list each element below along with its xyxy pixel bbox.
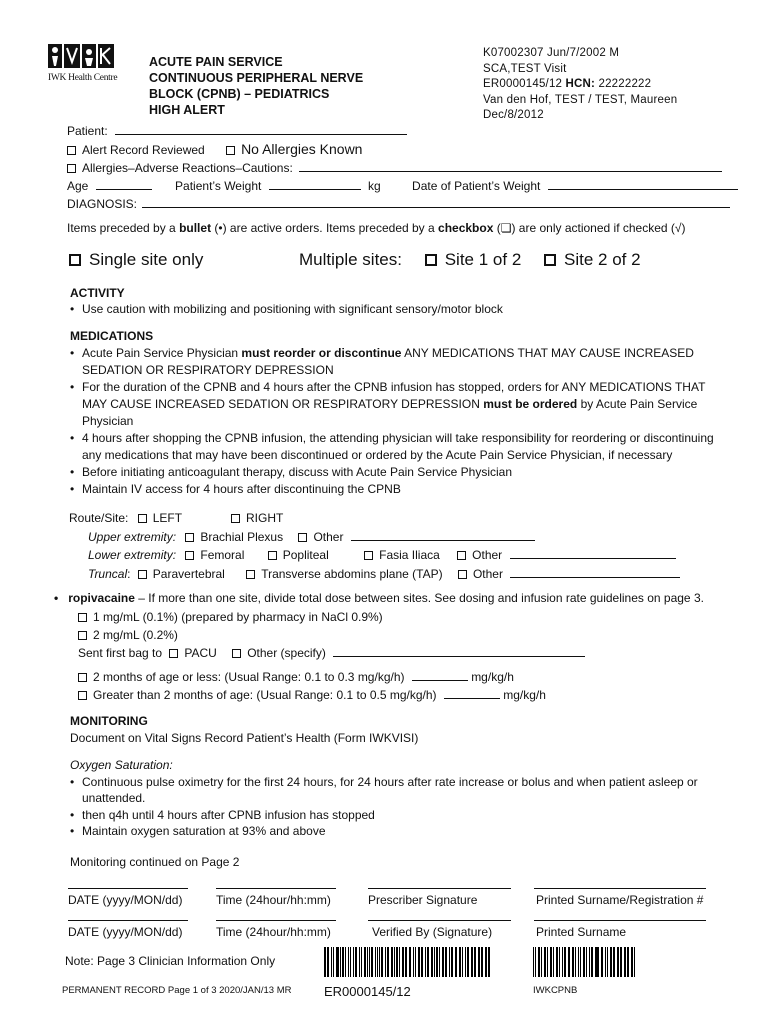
ropivacaine-bullet: • — [54, 591, 59, 605]
paravertebral-checkbox[interactable] — [138, 570, 147, 579]
med-1-text-c: ANY MEDICATIONS THAT MAY CAUSE INCREASED — [401, 346, 694, 360]
barcode-bar — [467, 947, 469, 977]
barcode-bar — [547, 947, 549, 977]
logo-org-name: IWK Health Centre — [48, 73, 118, 83]
upper-other-label: Other — [313, 530, 344, 544]
barcode-bar — [627, 947, 629, 977]
barcode-bar — [369, 947, 370, 977]
barcode-bar — [421, 947, 422, 977]
ropivacaine-desc: – If more than one site, divide total dose between sites. See dosing and infusion rate guidelines on page 3. — [134, 591, 704, 605]
fascia-iliaca-checkbox[interactable] — [364, 551, 373, 560]
barcode-bar — [391, 947, 392, 977]
ropivacaine-name: ropivacaine — [68, 591, 135, 605]
barcode-bar — [431, 947, 433, 977]
oxygen-item-2: • then q4h until 4 hours after CPNB infusion has stopped — [66, 807, 750, 824]
barcode-bar — [385, 947, 386, 977]
barcode-bar — [607, 947, 609, 977]
patient-label-line-2: SCA,TEST Visit — [483, 62, 567, 75]
other-specify-input-line[interactable] — [333, 645, 585, 657]
barcode-bar — [348, 947, 349, 977]
title-line-4: HIGH ALERT — [149, 103, 225, 117]
med-3-text-a: 4 hours after shopping the CPNB infusion, the attending physician will take responsibility for reordering or discontinuing — [82, 431, 714, 445]
conc-1mg-checkbox[interactable] — [78, 613, 87, 622]
medications-heading: MEDICATIONS — [70, 329, 154, 343]
truncal-other-label: Other — [472, 567, 503, 581]
med-2-text-b: MAY CAUSE INCREASED SEDATION OR RESPIRATORY DEPRESSION — [82, 397, 484, 411]
barcode-bar — [553, 947, 555, 977]
barcode-bar — [364, 947, 365, 977]
sent-first-bag-row — [78, 645, 585, 660]
allergies-checkbox[interactable] — [67, 164, 76, 173]
med-2-text-a: For the duration of the CPNB and 4 hours after the CPNB infusion has stopped, orders for ANY MEDICATIONS THAT — [82, 380, 706, 394]
medications-section — [70, 328, 750, 498]
barcode-bar — [402, 947, 404, 977]
route-left-right-row — [69, 511, 182, 525]
upper-extremity-row — [88, 529, 535, 544]
barcode-bar — [586, 947, 587, 977]
hcn-value: 22222222 — [595, 78, 652, 90]
barcode-bar — [602, 947, 603, 977]
barcode-bar — [485, 947, 487, 977]
form-barcode — [533, 947, 637, 977]
barcode-bar — [471, 947, 473, 977]
femoral-label: Femoral — [200, 548, 245, 562]
patient-label-line-5: Dec/8/2012 — [483, 109, 544, 121]
left-checkbox[interactable] — [138, 514, 147, 523]
age-2mo-or-less-label: 2 months of age or less: (Usual Range: 0.1 to 0.3 mg/kg/h) — [93, 670, 405, 684]
weight-input-line[interactable] — [269, 178, 361, 190]
instructions-bullet-word: bullet — [179, 221, 212, 235]
patient-label-line-4: Van den Hof, TEST / TEST, Maureen — [483, 93, 678, 106]
prescriber-signature-label: Prescriber Signature — [368, 893, 478, 907]
alert-reviewed-checkbox[interactable] — [67, 146, 76, 155]
time-2-label: Time (24hour/hh:mm) — [216, 925, 331, 939]
barcode-bar — [445, 947, 447, 977]
barcode-bar — [436, 947, 437, 977]
tap-label: Transverse abdomins plane (TAP) — [261, 567, 443, 581]
barcode-bar — [589, 947, 591, 977]
med-3-text-b: any medications that may have been discontinued or ordered by the Acute Pain Service Physician, if necessary — [82, 448, 673, 462]
barcode-bar — [562, 947, 563, 977]
barcode-bar — [345, 947, 346, 977]
barcode-bar — [613, 947, 615, 977]
form-title — [149, 54, 363, 118]
patient-label — [483, 46, 677, 124]
prescriber-signature-line[interactable] — [368, 888, 511, 889]
barcode-bar — [449, 947, 450, 977]
medication-item-4: • Before initiating anticoagulant therapy, discuss with Acute Pain Service Physician — [66, 464, 750, 481]
route-label: Route/Site: — [69, 511, 129, 525]
barcode-bar — [488, 947, 489, 977]
barcode-bar — [333, 947, 334, 977]
pacu-checkbox[interactable] — [169, 649, 178, 658]
activity-section — [70, 285, 503, 317]
oxygen-item-1-b: unattended. — [82, 791, 146, 805]
popliteal-label: Popliteal — [282, 548, 329, 562]
diagnosis-label: DIAGNOSIS: — [67, 197, 138, 211]
no-allergies-label: No Allergies Known — [241, 141, 363, 157]
barcode-bar — [361, 947, 362, 977]
printed-surname-registration-line[interactable] — [534, 888, 706, 889]
popliteal-checkbox[interactable] — [268, 551, 277, 560]
patient-input-line[interactable] — [115, 123, 407, 135]
site-2-label: Site 2 of 2 — [564, 250, 641, 269]
lower-other-checkbox[interactable] — [457, 551, 466, 560]
date-2-line[interactable] — [68, 920, 188, 921]
conc-1mg-option — [78, 608, 383, 626]
brachial-plexus-label: Brachial Plexus — [200, 530, 284, 544]
printed-surname-line[interactable] — [534, 920, 706, 921]
patient-label-line-1: K07002307 Jun/7/2002 M — [483, 47, 620, 59]
pacu-label: PACU — [184, 646, 217, 660]
allergies-row — [67, 160, 722, 175]
lower-extremity-label: Lower extremity: — [88, 548, 177, 562]
barcode-bar — [415, 947, 416, 977]
age-over-2mo-checkbox[interactable] — [78, 691, 87, 700]
encounter-number-footer: ER0000145/12 — [324, 984, 411, 999]
barcode-bar — [578, 947, 579, 977]
iwk-logo-mark — [48, 42, 116, 70]
med-2-text-d: by Acute Pain Service — [577, 397, 698, 411]
sites-row — [69, 250, 203, 270]
barcode-bar — [533, 947, 534, 977]
barcode-bar — [564, 947, 566, 977]
barcode-bar — [550, 947, 552, 977]
monitoring-section — [70, 713, 750, 870]
barcode-bar — [399, 947, 400, 977]
barcode-bar — [353, 947, 354, 977]
right-label: RIGHT — [246, 511, 284, 525]
barcode-bar — [538, 947, 540, 977]
tap-checkbox[interactable] — [246, 570, 255, 579]
site-2-checkbox[interactable] — [544, 254, 556, 266]
upper-other-input-line[interactable] — [351, 529, 535, 541]
age-over-2mo-label: Greater than 2 months of age: (Usual Range: 0.1 to 0.5 mg/kg/h) — [93, 688, 437, 702]
conc-1mg-label: 1 mg/mL (0.1%) (prepared by pharmacy in NaCl 0.9%) — [93, 610, 383, 624]
activity-heading: ACTIVITY — [70, 286, 125, 300]
medication-item-3 — [66, 430, 750, 464]
age-over-2mo-unit: mg/kg/h — [503, 688, 546, 702]
med-2-emphasis: must be ordered — [483, 397, 578, 411]
no-allergies-checkbox[interactable] — [226, 146, 235, 155]
age-over-2mo-option — [78, 686, 546, 704]
form-code: IWKCPNB — [533, 985, 578, 996]
truncal-other-input-line[interactable] — [510, 566, 680, 578]
upper-extremity-label: Upper extremity: — [88, 530, 177, 544]
ropivacaine-options — [78, 608, 383, 644]
barcode-bar — [462, 947, 463, 977]
age-input-line[interactable] — [96, 178, 152, 190]
barcode-bar — [583, 947, 585, 977]
barcode-bar — [617, 947, 619, 977]
barcode-bar — [340, 947, 341, 977]
age-over-2mo-rate-line[interactable] — [444, 687, 500, 699]
femoral-checkbox[interactable] — [185, 551, 194, 560]
barcode-bar — [481, 947, 483, 977]
weight-label: Patient’s Weight — [175, 179, 262, 193]
barcode-bar — [409, 947, 410, 977]
barcode-bar — [331, 947, 332, 977]
barcode-bar — [336, 947, 338, 977]
barcode-bar — [620, 947, 622, 977]
oxygen-item-1 — [66, 774, 750, 807]
weight-date-input-line[interactable] — [548, 178, 738, 190]
age-2mo-or-less-option — [78, 668, 546, 686]
barcode-bar — [544, 947, 546, 977]
lower-other-input-line[interactable] — [510, 547, 676, 559]
alert-reviewed-label: Alert Record Reviewed — [82, 143, 205, 157]
barcode-bar — [631, 947, 633, 977]
verified-by-line[interactable] — [368, 920, 511, 921]
barcode-bar — [387, 947, 389, 977]
barcode-bar — [375, 947, 376, 977]
title-line-2: CONTINUOUS PERIPHERAL NERVE — [149, 71, 364, 85]
multiple-sites-row — [299, 250, 641, 270]
barcode-bar — [572, 947, 574, 977]
verified-by-label: Verified By (Signature) — [372, 925, 493, 939]
barcode-bar — [610, 947, 612, 977]
date-1-label: DATE (yyyy/MON/dd) — [68, 893, 183, 907]
barcode-bar — [381, 947, 383, 977]
medication-item-5: • Maintain IV access for 4 hours after discontinuing the CPNB — [66, 481, 750, 498]
instructions-text-c: (•) are active orders. Items preceded by a — [211, 221, 439, 235]
instructions-text-e: (❏) are only actioned if checked (√) — [493, 221, 686, 235]
barcode-bar — [396, 947, 397, 977]
barcode-bar — [355, 947, 357, 977]
single-site-label: Single site only — [89, 250, 204, 269]
barcode-bar — [596, 947, 598, 977]
alert-row — [67, 141, 362, 157]
barcode-bar — [367, 947, 368, 977]
truncal-row: Truncal: Paravertebral Transverse abdomins plane (TAP) Other — [88, 566, 680, 581]
barcode-bar — [535, 947, 536, 977]
encounter-number: ER0000145/12 — [483, 78, 566, 90]
right-option — [231, 511, 283, 525]
barcode-bar — [413, 947, 414, 977]
right-checkbox[interactable] — [231, 514, 240, 523]
single-site-checkbox[interactable] — [69, 254, 81, 266]
left-label: LEFT — [152, 511, 183, 525]
age-weight-row — [67, 178, 738, 193]
title-line-3: BLOCK (CPNB) – PEDIATRICS — [149, 87, 330, 101]
instructions-line — [67, 221, 685, 235]
oxygen-saturation-label: Oxygen Saturation: — [70, 758, 173, 772]
conc-2mg-checkbox[interactable] — [78, 631, 87, 640]
barcode-bar — [379, 947, 380, 977]
barcode-bar — [568, 947, 569, 977]
barcode-bar — [451, 947, 452, 977]
barcode-bar — [595, 947, 596, 977]
patient-field — [67, 123, 407, 138]
diagnosis-input-line[interactable] — [142, 196, 730, 208]
barcode-bar — [474, 947, 476, 977]
time-1-label: Time (24hour/hh:mm) — [216, 893, 331, 907]
age-2mo-or-less-checkbox[interactable] — [78, 673, 87, 682]
lower-other-label: Other — [472, 548, 503, 562]
diagnosis-row — [67, 196, 730, 211]
barcode-bar — [541, 947, 542, 977]
weight-date-label: Date of Patient’s Weight — [412, 179, 541, 193]
time-1-line[interactable] — [216, 888, 336, 889]
site-1-label: Site 1 of 2 — [444, 250, 522, 269]
med-2-text-e: Physician — [82, 414, 134, 428]
barcode-bar — [350, 947, 351, 977]
barcode-bar — [425, 947, 426, 977]
date-1-line[interactable] — [68, 888, 188, 889]
allergies-input-line[interactable] — [299, 160, 722, 172]
barcode-bar — [359, 947, 360, 977]
hcn-label: HCN: — [565, 78, 596, 90]
barcode-bar — [456, 947, 457, 977]
med-1-text-d: SEDATION OR RESPIRATORY DEPRESSION — [82, 363, 334, 377]
barcode-bar — [556, 947, 558, 977]
iwk-logo — [48, 42, 118, 84]
permanent-record-text: PERMANENT RECORD Page 1 of 3 2020/JAN/13 MR — [62, 985, 292, 996]
printed-surname-label: Printed Surname — [536, 925, 627, 939]
instructions-checkbox-word: checkbox — [438, 221, 494, 235]
conc-2mg-label: 2 mg/mL (0.2%) — [93, 628, 178, 642]
barcode-bar — [427, 947, 428, 977]
monitoring-continued: Monitoring continued on Page 2 — [70, 854, 240, 869]
truncal-label: Truncal — [88, 567, 128, 581]
barcode-bar — [418, 947, 420, 977]
activity-item: • Use caution with mobilizing and positioning with significant sensory/motor block — [66, 301, 503, 317]
barcode-bar — [405, 947, 406, 977]
barcode-bar — [434, 947, 435, 977]
printed-surname-registration-label: Printed Surname/Registration # — [536, 893, 704, 907]
barcode-bar — [442, 947, 443, 977]
sent-first-bag-label: Sent first bag to — [78, 646, 163, 660]
barcode-bar — [377, 947, 378, 977]
lower-extremity-row — [88, 547, 676, 562]
patient-field-label: Patient: — [67, 124, 108, 138]
oxygen-item-3: • Maintain oxygen saturation at 93% and above — [66, 823, 750, 840]
paravertebral-label: Paravertebral — [152, 567, 225, 581]
instructions-text-a: Items preceded by a — [67, 221, 180, 235]
age-range-options — [78, 668, 546, 704]
monitoring-heading: MONITORING — [70, 714, 148, 728]
date-2-label: DATE (yyyy/MON/dd) — [68, 925, 183, 939]
page-3-note: Note: Page 3 Clinician Information Only — [65, 954, 276, 968]
barcode-bar — [580, 947, 582, 977]
barcode-bar — [605, 947, 606, 977]
barcode-bar — [634, 947, 635, 977]
time-2-line[interactable] — [216, 920, 336, 921]
age-2mo-or-less-rate-line[interactable] — [412, 669, 468, 681]
barcode-bar — [459, 947, 461, 977]
barcode-bar — [624, 947, 626, 977]
fascia-iliaca-label: Fasia Iliaca — [379, 548, 440, 562]
barcode-bar — [575, 947, 576, 977]
kg-label: kg — [368, 179, 381, 193]
other-specify-checkbox[interactable] — [232, 649, 241, 658]
monitoring-doc: Document on Vital Signs Record Patient’s Health (Form IWKVISI) — [70, 730, 419, 745]
barcode-bar — [327, 947, 329, 977]
barcode-bar — [478, 947, 480, 977]
multiple-sites-label: Multiple sites: — [299, 250, 402, 269]
title-line-1: ACUTE PAIN SERVICE — [149, 55, 283, 69]
barcode-bar — [591, 947, 593, 977]
conc-2mg-option — [78, 626, 383, 644]
barcode-bar — [371, 947, 373, 977]
truncal-other-checkbox[interactable] — [458, 570, 467, 579]
age-label: Age — [67, 179, 89, 193]
barcode-bar — [601, 947, 602, 977]
barcode-bar — [410, 947, 411, 977]
upper-other-checkbox[interactable] — [298, 533, 307, 542]
site-1-checkbox[interactable] — [425, 254, 437, 266]
barcode-bar — [465, 947, 466, 977]
med-1-emphasis: must reorder or discontinue — [241, 346, 402, 360]
medication-item-1 — [66, 345, 750, 379]
barcode-bar — [342, 947, 343, 977]
medication-item-2 — [66, 379, 750, 430]
other-specify-label: Other (specify) — [247, 646, 326, 660]
age-2mo-or-less-unit: mg/kg/h — [471, 670, 514, 684]
ropivacaine-row — [54, 591, 704, 605]
barcode-bar — [394, 947, 395, 977]
barcode-bar — [559, 947, 561, 977]
encounter-barcode — [324, 947, 492, 977]
allergies-label: Allergies–Adverse Reactions–Cautions: — [82, 161, 293, 175]
barcode-bar — [324, 947, 326, 977]
barcode-bar — [455, 947, 456, 977]
brachial-plexus-checkbox[interactable] — [185, 533, 194, 542]
oxygen-item-1-a: Continuous pulse oximetry for the first 24 hours, for 24 hours after rate increase or bolus and when patient asleep or — [82, 774, 698, 789]
barcode-bar — [439, 947, 440, 977]
patient-label-line-3 — [483, 77, 677, 93]
barcode-bar — [569, 947, 570, 977]
med-1-text-a: Acute Pain Service Physician — [82, 346, 242, 360]
